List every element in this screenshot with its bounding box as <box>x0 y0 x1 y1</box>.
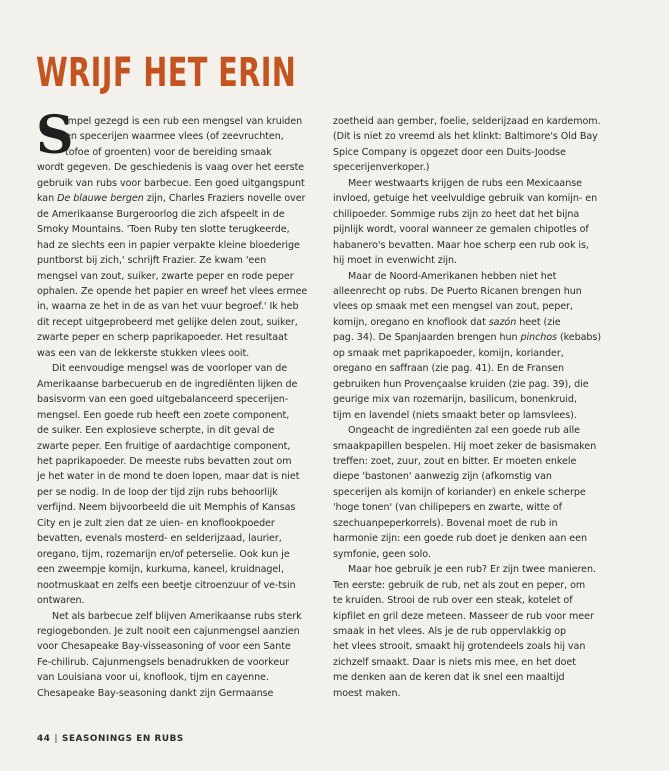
text-line: Chesapeake Bay-seasoning dankt zijn Germaanse <box>37 687 274 699</box>
text-line: gebruiken hun Provençaalse kruiden (zie pag. 39), die <box>333 378 589 390</box>
text-line: (Dit is niet zo vreemd als het klinkt: Baltimore's Old Bay <box>333 131 598 143</box>
text-line: Smoky Mountains. 'Toen Ruby ten slotte terugkeerde, <box>37 224 290 236</box>
text-line: szechuanpeperkorrels). Bovenal moet de rub in <box>333 517 558 529</box>
text-line: zichzelf smaakt. Daar is niets mis mee, en het doet <box>333 656 576 668</box>
text-line: het paprikapoeder. De meeste rubs bevatten zout om <box>37 455 292 467</box>
text-line: het vlees strooit, smaakt hij grotendeels zoals hij van <box>333 641 586 653</box>
text-line: basisvorm van een goed uitgebalanceerd specerijen- <box>37 394 289 406</box>
italic-term: De blauwe bergen <box>57 193 144 205</box>
text-line: Ongeacht de ingrediënten zal een goede rub alle <box>348 425 580 437</box>
text-line: pijnlijk wordt, vooral wanneer ze gemalen chipotles of <box>333 224 589 236</box>
text-line: Maar de Noord-Amerikanen hebben niet het <box>348 270 557 282</box>
drop-cap: S <box>36 105 74 166</box>
text-line: wordt gegeven. De geschiedenis is vaag over het eerste <box>37 162 305 174</box>
right-column <box>333 114 609 701</box>
text-line: tijm en lavendel (niets smaakt beter op lamsvlees). <box>333 409 577 421</box>
text-line: tofoe of groenten) voor de bereiding smaak <box>65 146 272 158</box>
text-line: in, waarna ze het in de as van het vuur begroef.' Ik heb <box>37 301 299 313</box>
text-line: alleenrecht op rubs. De Puerto Ricanen brengen hun <box>333 285 582 297</box>
text-line: was een van de lekkerste stukken vlees ooit. <box>37 347 250 359</box>
text-line: impel gezegd is een rub een mengsel van kruiden <box>65 116 303 127</box>
text-line: specerijen als komijn of koriander) en enkele scherpe <box>333 486 586 498</box>
text-line: voor Chesapeake Bay-visseasoning of voor een Sante <box>37 641 291 653</box>
text-line: je het water in de mond te doen lopen, maar dat is niet <box>37 471 300 483</box>
text-line: dit recept uitgeprobeerd met gelijke delen zout, suiker, <box>37 316 298 328</box>
text-line: treffen: zoet, zuur, zout en bitter. Er moeten enkele <box>333 455 577 467</box>
italic-term: sazón <box>488 316 517 328</box>
text-line: regiogebonden. Je zult nooit een cajunmengsel aanzien <box>37 625 300 637</box>
text-line: Meer westwaarts krijgen de rubs een Mexicaanse <box>348 177 582 189</box>
text-line: de suiker. Een explosieve scherpte, in dit geval de <box>37 425 275 437</box>
text-line: oregano en saffraan (zie pag. 41). En de Fransen <box>333 363 564 375</box>
text-line: te kruiden. Strooi de rub over een steak, kotelet of <box>333 595 573 607</box>
left-column <box>36 105 308 701</box>
text-line: mengsel. Een goede rub heeft een zoete component, <box>37 409 290 421</box>
text-line: Amerikaanse barbecuerub en de ingrediënten lijken de <box>37 378 298 390</box>
text-line: Net als barbecue zelf blijven Amerikaanse rubs sterk <box>52 610 302 622</box>
text-line: zwarte peper en scherp paprikapoeder. Het resultaat <box>37 332 288 344</box>
text-line: per se nodig. In de loop der tijd zijn rubs behoorlijk <box>37 486 278 498</box>
text-line: op smaak met paprikapoeder, komijn, koriander, <box>333 347 564 359</box>
text-line: kan De blauwe bergen zijn, Charles Fraziers novelle over <box>37 193 306 205</box>
text-line: had ze slechts een in papier verpakte kleine bloederige <box>37 239 300 251</box>
text-line: verfijnd. Neem bijvoorbeeld die uit Memphis of Kansas <box>37 502 296 514</box>
text-line: 'hoge tonen' (van chilipepers en zwarte, witte of <box>333 502 562 514</box>
text-line: de Amerikaanse Burgeroorlog die zich afspeelt in de <box>37 208 285 220</box>
text-line: oregano, tijm, rozemarijn en/of peterselie. Ook kun je <box>37 548 290 560</box>
text-line: smaakpapillen bespelen. Hij moet zeker de basismaken <box>333 440 597 452</box>
text-line: habanero's bevatten. Maar hoe scherp een rub ook is, <box>333 239 589 251</box>
text-line: harmonie zijn: een goede rub doet je denken aan een <box>333 533 587 545</box>
text-line: City en je zult zien dat ze uien- en knoflookpoeder <box>37 517 275 529</box>
text-line: moest maken. <box>333 687 401 699</box>
text-line: kipfilet en gril deze meteen. Masseer de rub voor meer <box>333 610 594 622</box>
text-line: zwarte peper. Een fruitige of aardachtige component, <box>37 440 291 452</box>
page-title: WRIJF HET ERIN <box>36 50 297 96</box>
text-line: ontwaren. <box>37 595 85 607</box>
text-line: pag. 34). De Spanjaarden brengen hun pinchos (kebabs) <box>333 332 602 344</box>
page-footer <box>37 734 184 744</box>
text-line: zoetheid aan gember, foelie, selderijzaad en kardemom. <box>333 116 601 127</box>
text-line: Fe-chilirub. Cajunmengsels benadrukken de voorkeur <box>37 656 290 668</box>
text-line: invloed, getuige het veelvuldige gebruik van komijn- en <box>333 193 598 205</box>
text-line: vlees op smaak met een mengsel van zout, peper, <box>333 301 573 313</box>
text-line: geurige mix van rozemarijn, basilicum, bonenkruid, <box>333 394 577 406</box>
section-title: SEASONINGS EN RUBS <box>62 734 184 744</box>
text-line: Dit eenvoudige mengsel was de voorloper van de <box>52 363 288 375</box>
footer-separator: | <box>54 734 59 744</box>
text-line: komijn, oregano en knoflook dat sazón heet (zie <box>333 316 561 328</box>
text-line: Ten eerste: gebruik de rub, net als zout en peper, om <box>333 579 586 591</box>
text-line: bevatten, evenals mosterd- en selderijzaad, laurier, <box>37 533 282 545</box>
italic-term: pinchos <box>520 332 557 344</box>
text-line: mengsel van zout, suiker, zwarte peper en rode peper <box>37 270 294 282</box>
text-line: chilipoeder. Sommige rubs zijn zo heet dat het bijna <box>333 208 580 220</box>
text-line: ophalen. Ze opende het papier en wreef het vlees ermee <box>37 285 308 297</box>
text-line: Maar hoe gebruik je een rub? Er zijn twee manieren. <box>348 564 596 576</box>
text-line: diepe 'bastonen' aanwezig zijn (afkomstig van <box>333 471 552 483</box>
text-line: symfonie, geen solo. <box>333 548 431 560</box>
text-line: me denken aan de keren dat ik snel een maaltijd <box>333 672 565 684</box>
text-line: specerijenverkoper.) <box>333 162 430 174</box>
text-line: smaak in het vlees. Als je de rub oppervlakkig op <box>333 625 567 637</box>
text-line: hij moet in evenwicht zijn. <box>333 255 457 267</box>
text-line: een zweempje komijn, kurkuma, kaneel, kruidnagel, <box>37 564 284 576</box>
text-line: van Louisiana voor ui, knoflook, tijm en cayenne. <box>37 672 269 684</box>
text-line: nootmuskaat en zelfs een beetje citroenzuur of ve-tsin <box>37 579 296 591</box>
text-line: Spice Company is opgezet door een Duits-Joodse <box>333 146 566 158</box>
text-line: gebruik van rubs voor barbecue. Een goed uitgangspunt <box>37 177 305 189</box>
page-number: 44 <box>37 734 51 744</box>
text-line: puntborst bij zich,' schrijft Frazier. Ze kwam 'een <box>37 255 267 267</box>
text-line: en specerijen waarmee vlees (of zeevruchten, <box>65 131 284 143</box>
